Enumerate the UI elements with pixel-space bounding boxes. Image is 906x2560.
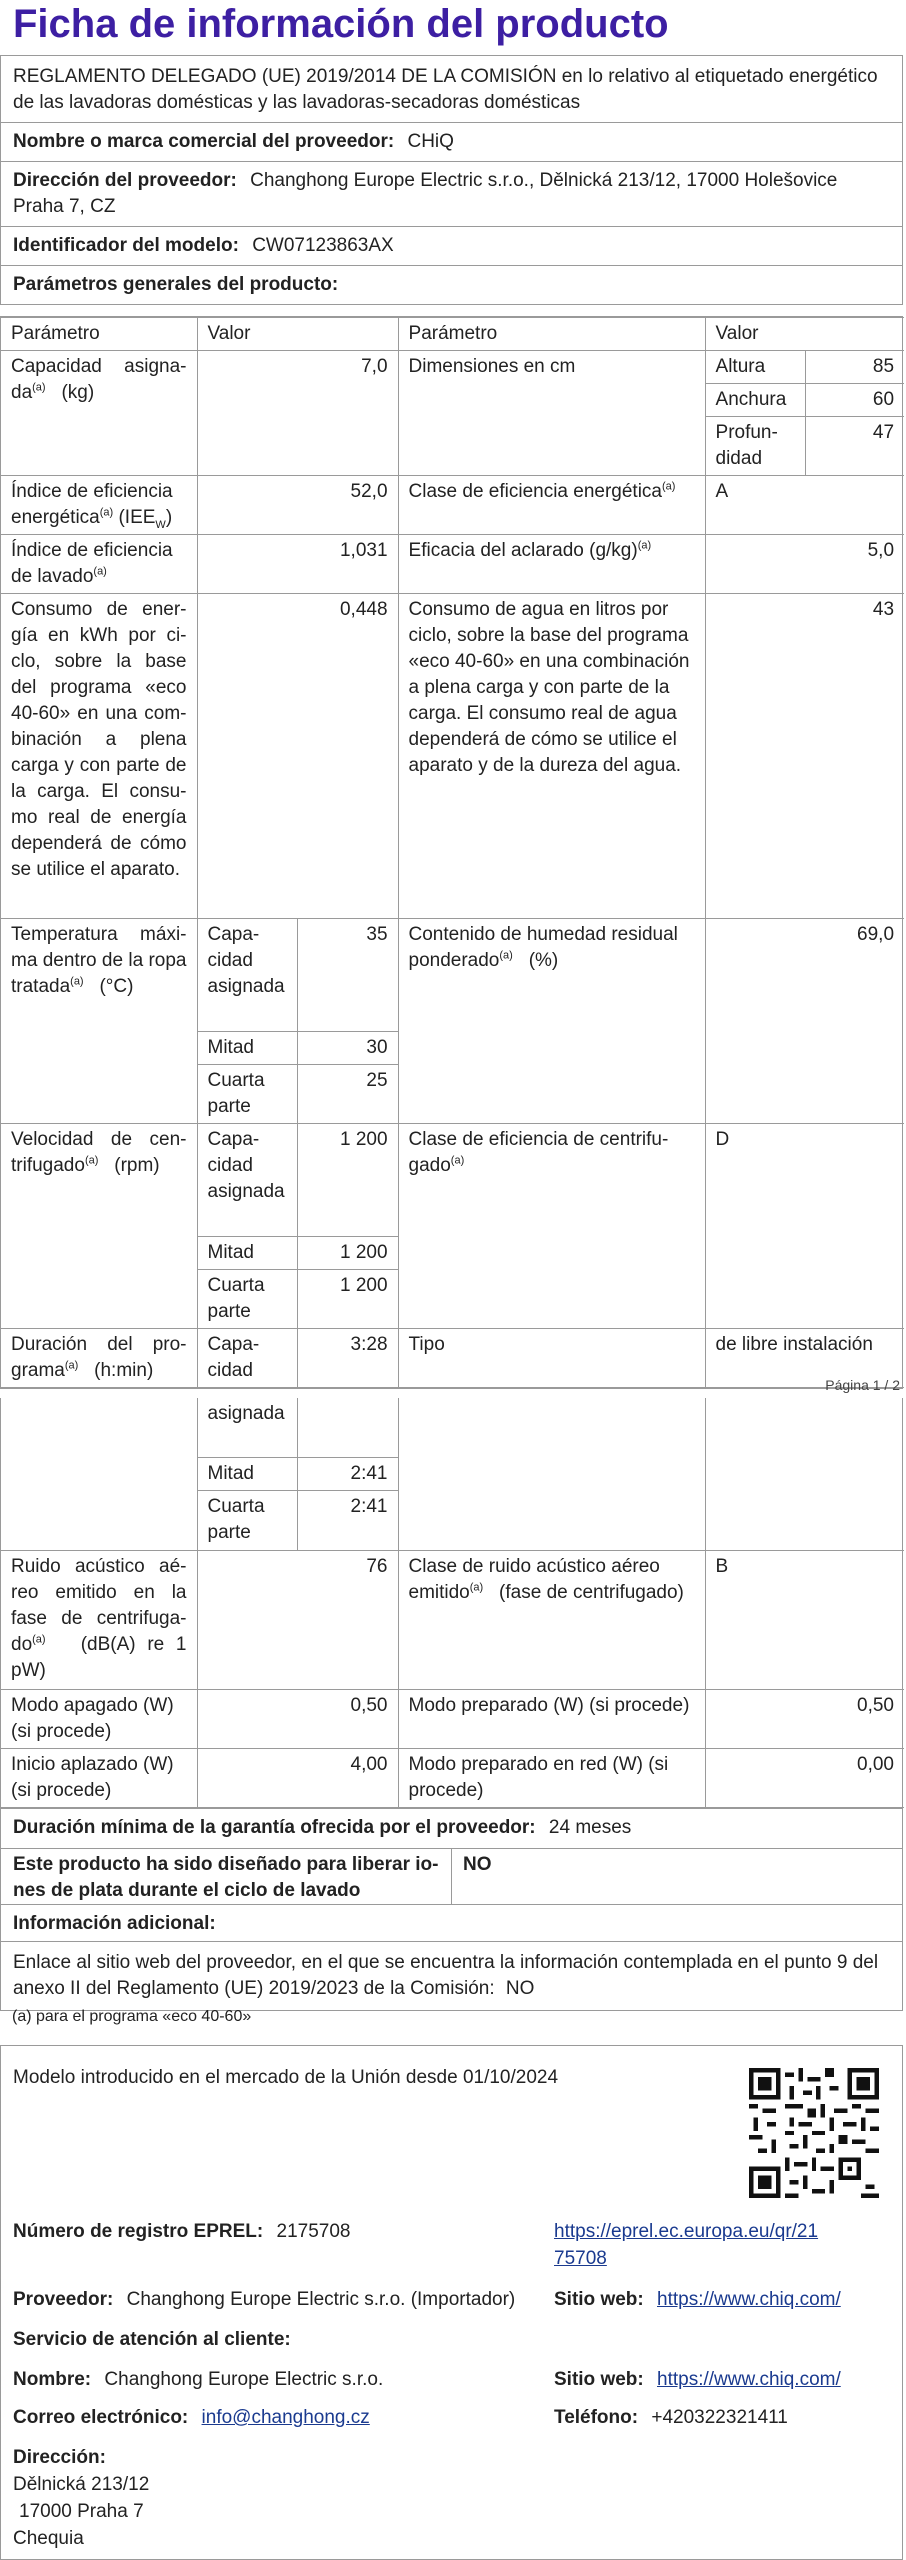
duration-rated-spacer bbox=[297, 1398, 398, 1458]
spin-speed-label: Velocidad de centrifugado$^{(a)}$ (rpm) bbox=[1, 1124, 197, 1329]
temp-half-label: Mitad bbox=[197, 1032, 297, 1065]
model-id: CW07123863AX bbox=[252, 235, 394, 256]
table-row bbox=[1, 1749, 904, 1808]
noise-value: 76 bbox=[197, 1551, 398, 1690]
spin-quarter-label: Cuarta parte bbox=[197, 1270, 297, 1329]
depth-value: 47 bbox=[805, 417, 904, 476]
contact-name: Changhong Europe Electric s.r.o. bbox=[104, 2369, 384, 2390]
temp-rated-label: Capacidad asignada bbox=[197, 919, 297, 1032]
noise-label: Ruido acústico aéreo emitido en la fase de centrifugado$^{(a)}$ (dB(A) re 1 pW) bbox=[1, 1551, 197, 1690]
address-line-3: Chequia bbox=[13, 2528, 84, 2549]
phone-row bbox=[554, 2404, 788, 2431]
type-label: Tipo bbox=[398, 1329, 705, 1388]
height-label: Altura bbox=[705, 351, 805, 384]
moisture-label: Contenido de humedad residual ponderado$^{(a)}$ (%) bbox=[398, 919, 705, 1124]
delay-start-value: 4,00 bbox=[197, 1749, 398, 1808]
width-value: 60 bbox=[805, 384, 904, 417]
service-website-row bbox=[554, 2366, 841, 2393]
duration-quarter-label: Cuarta parte bbox=[197, 1491, 297, 1551]
noise-class-label: Clase de ruido acústico aéreo emitido$^{(a)}$ (fase de centrifugado) bbox=[398, 1551, 705, 1690]
supplier-address: Changhong Europe Electric s.r.o., Dělnická 213/12, 17000 Holešovice Praha 7, CZ bbox=[13, 170, 838, 217]
supplier-name-row bbox=[1, 122, 902, 161]
dimensions-label: Dimensiones en cm bbox=[398, 351, 705, 476]
table-row bbox=[1, 535, 904, 594]
supplier-link-row bbox=[1, 1941, 902, 2010]
duration-rated-label-top: Capacidad bbox=[197, 1329, 297, 1388]
provider-name: Changhong Europe Electric s.r.o. (Importador) bbox=[126, 2289, 516, 2310]
page-number: Página 1 / 2 bbox=[825, 1377, 900, 1393]
eprel-link[interactable] bbox=[554, 2218, 818, 2272]
general-params-label: Parámetros generales del producto: bbox=[13, 274, 339, 295]
market-date: Modelo introducido en el mercado de la Unión desde 01/10/2024 bbox=[13, 2067, 559, 2088]
supplier-address-row bbox=[1, 161, 902, 226]
table-header-row bbox=[1, 318, 904, 351]
moisture-value: 69,0 bbox=[705, 919, 904, 1124]
spin-half-label: Mitad bbox=[197, 1237, 297, 1270]
service-website-link[interactable]: https://www.chiq.com/ bbox=[657, 2369, 841, 2390]
supplier-address-label: Dirección del proveedor: bbox=[13, 170, 237, 191]
email-label: Correo electrónico: bbox=[13, 2407, 189, 2428]
email-link[interactable]: info@changhong.cz bbox=[201, 2407, 370, 2428]
model-id-label: Identificador del modelo: bbox=[13, 235, 239, 256]
height-value: 85 bbox=[805, 351, 904, 384]
silver-ions-value: NO bbox=[463, 1854, 492, 1875]
additional-info-row bbox=[1, 1904, 902, 1941]
type-value-cont bbox=[705, 1398, 904, 1551]
table-row bbox=[1, 1124, 904, 1237]
table-row bbox=[1, 1398, 904, 1458]
service-website-label: Sitio web: bbox=[554, 2369, 644, 2390]
capacity-label: Capacidad asignada$^{(a)}$ (kg) bbox=[1, 351, 197, 476]
energy-class-label: Clase de eficiencia energética$^{(a)}$ bbox=[398, 476, 705, 535]
duration-quarter-value: 2:41 bbox=[297, 1491, 398, 1551]
eprel-url-line-2[interactable]: 75708 bbox=[554, 2248, 607, 2269]
table-row bbox=[1, 1329, 904, 1388]
general-params-row bbox=[1, 265, 902, 304]
additional-info-label: Información adicional: bbox=[13, 1913, 216, 1934]
wash-index-label: Índice de eficiencia de lavado$^{(a)}$ bbox=[1, 535, 197, 594]
header-info-block bbox=[0, 55, 903, 305]
phone-number: +420322321411 bbox=[651, 2407, 788, 2428]
supplier-name: CHiQ bbox=[407, 131, 454, 152]
email-row bbox=[13, 2404, 370, 2431]
eprel-label: Número de registro EPREL: bbox=[13, 2221, 264, 2242]
address-block bbox=[13, 2444, 149, 2552]
spin-class-value: D bbox=[705, 1124, 904, 1329]
address-label: Dirección: bbox=[13, 2447, 106, 2468]
spin-class-label: Clase de eficiencia de centrifugado$^{(a)}$ bbox=[398, 1124, 705, 1329]
eprel-url-line-1[interactable]: https://eprel.ec.europa.eu/qr/21 bbox=[554, 2221, 819, 2242]
qr-code-icon bbox=[749, 2068, 879, 2198]
eprel-row bbox=[13, 2218, 350, 2245]
col-header-value-2: Valor bbox=[705, 318, 904, 351]
eprel-number: 2175708 bbox=[276, 2221, 351, 2242]
width-label: Anchura bbox=[705, 384, 805, 417]
regulation-text: REGLAMENTO DELEGADO (UE) 2019/2014 DE LA COMISIÓN en lo relativo al etiquetado energético de las lavadoras domésticas y las lavadoras-secadoras domésticas bbox=[13, 66, 878, 113]
supplier-name-label: Nombre o marca comercial del proveedor: bbox=[13, 131, 395, 152]
eei-label: Índice de eficiencia energética$^{(a)}$ $(IEE_W)$ bbox=[1, 476, 197, 535]
duration-rated-value: 3:28 bbox=[297, 1329, 398, 1388]
col-header-value: Valor bbox=[197, 318, 398, 351]
table-row bbox=[1, 351, 904, 384]
standby-label: Modo preparado (W) (si procede) bbox=[398, 1690, 705, 1749]
footnote: (a) para el programa «eco 40-60» bbox=[12, 2008, 252, 2025]
spin-rated-value: 1 200 bbox=[297, 1124, 398, 1237]
col-header-param-2: Parámetro bbox=[398, 318, 705, 351]
eei-value: 52,0 bbox=[197, 476, 398, 535]
rinse-label: Eficacia del aclarado $(g/kg)^{(a)}$ bbox=[398, 535, 705, 594]
standby-value: 0,50 bbox=[705, 1690, 904, 1749]
parameters-table-page-1 bbox=[0, 316, 903, 1389]
capacity-value: 7,0 bbox=[197, 351, 398, 476]
contact-name-row bbox=[13, 2366, 383, 2393]
energy-class-value: A bbox=[705, 476, 904, 535]
off-mode-label: Modo apagado (W) (si procede) bbox=[1, 1690, 197, 1749]
energy-consumption-value: 0,448 bbox=[197, 594, 398, 919]
silver-ions-row bbox=[1, 1848, 902, 1904]
supplier-link-value: NO bbox=[505, 1978, 535, 1999]
spin-quarter-value: 1 200 bbox=[297, 1270, 398, 1329]
max-temp-label: Temperatura máxima dentro de la ropa tratada$^{(a)}$ (°C) bbox=[1, 919, 197, 1124]
col-header-param: Parámetro bbox=[1, 318, 197, 351]
energy-consumption-label: Consumo de energía en kWh por ciclo, sobre la base del programa «eco 40-60» en una combinación a plena carga y con parte de la carga. El consumo real de energía dependerá de cómo se utilice el aparato. bbox=[1, 594, 197, 919]
table-row bbox=[1, 594, 904, 919]
water-consumption-value: 43 bbox=[705, 594, 904, 919]
delay-start-label: Inicio aplazado (W) (si procede) bbox=[1, 1749, 197, 1808]
silver-ions-label: Este producto ha sido diseñado para liberar iones de plata durante el ciclo de lavado bbox=[13, 1854, 439, 1901]
wash-index-value: 1,031 bbox=[197, 535, 398, 594]
temp-quarter-label: Cuarta parte bbox=[197, 1065, 297, 1124]
warranty-label: Duración mínima de la garantía ofrecida por el proveedor: bbox=[13, 1817, 536, 1838]
warranty-row bbox=[1, 1808, 902, 1848]
table-row bbox=[1, 1551, 904, 1690]
networked-standby-label: Modo preparado en red (W) (si procede) bbox=[398, 1749, 705, 1808]
address-line-1: Dělnická 213/12 bbox=[13, 2474, 150, 2495]
table-row bbox=[1, 1690, 904, 1749]
provider-label: Proveedor: bbox=[13, 2289, 114, 2310]
phone-label: Teléfono: bbox=[554, 2407, 639, 2428]
table-row bbox=[1, 919, 904, 1032]
registration-box bbox=[0, 2045, 903, 2560]
off-mode-value: 0,50 bbox=[197, 1690, 398, 1749]
duration-cont bbox=[1, 1398, 197, 1551]
parameters-table-page-2 bbox=[0, 1398, 903, 2011]
temp-rated-value: 35 bbox=[297, 919, 398, 1032]
duration-half-value: 2:41 bbox=[297, 1458, 398, 1491]
depth-label: Profundidad bbox=[705, 417, 805, 476]
model-id-row bbox=[1, 226, 902, 265]
address-line-2: 17000 Praha 7 bbox=[19, 2501, 144, 2522]
provider-row bbox=[13, 2286, 515, 2313]
noise-class-value: B bbox=[705, 1551, 904, 1690]
networked-standby-value: 0,00 bbox=[705, 1749, 904, 1808]
table-row bbox=[1, 476, 904, 535]
temp-half-value: 30 bbox=[297, 1032, 398, 1065]
website-row bbox=[554, 2286, 841, 2313]
rinse-value: 5,0 bbox=[705, 535, 904, 594]
spin-half-value: 1 200 bbox=[297, 1237, 398, 1270]
duration-half-label: Mitad bbox=[197, 1458, 297, 1491]
parameters-table bbox=[1, 317, 904, 1388]
page-title: Ficha de información del producto bbox=[13, 2, 669, 46]
type-value: de libre instalación bbox=[705, 1329, 904, 1388]
duration-rated-label-bottom: asignada bbox=[197, 1398, 297, 1458]
supplier-link-text: Enlace al sitio web del proveedor, en el que se encuentra la información contemplada en el punto 9 del anexo II del Reglamento (UE) 2019/2023 de la Comisión: bbox=[13, 1952, 879, 1999]
spin-rated-label: Capacidad asignada bbox=[197, 1124, 297, 1237]
parameters-table-continued bbox=[1, 1398, 904, 1808]
water-consumption-label: Consumo de agua en litros por ciclo, sobre la base del programa «eco 40-60» en una combinación a plena carga y con parte de la carga. El consumo real de agua dependerá de cómo se utilice el aparato y de la dureza del agua. bbox=[398, 594, 705, 919]
contact-name-label: Nombre: bbox=[13, 2369, 92, 2390]
warranty-value: 24 meses bbox=[548, 1817, 632, 1838]
temp-quarter-value: 25 bbox=[297, 1065, 398, 1124]
type-cont bbox=[398, 1398, 705, 1551]
customer-service-label: Servicio de atención al cliente: bbox=[13, 2329, 291, 2350]
website-label: Sitio web: bbox=[554, 2289, 644, 2310]
website-link[interactable]: https://www.chiq.com/ bbox=[657, 2289, 841, 2310]
duration-label: Duración del programa$^{(a)}$ (h:min) bbox=[1, 1329, 197, 1388]
